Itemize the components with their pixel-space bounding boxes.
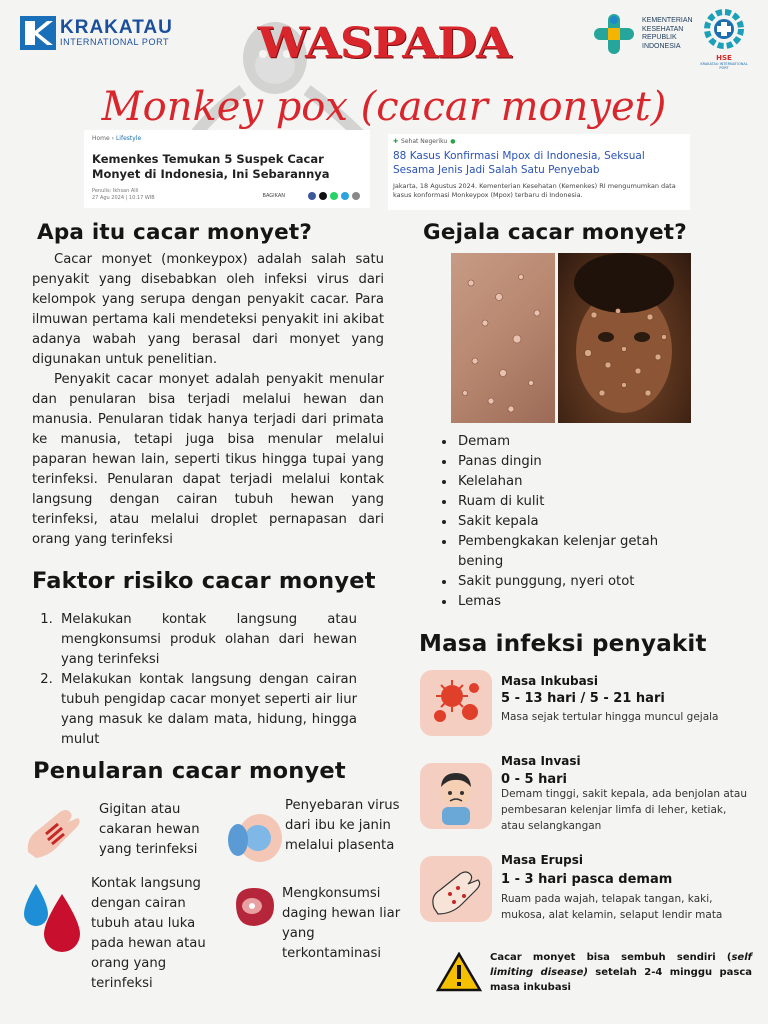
symptom-item-1: • Demam [456,432,704,452]
pregnancy-icon [224,798,284,868]
recovery-text-a: Cacar monyet bisa sembuh sendiri ( [490,952,732,963]
symptom-item-8: • Lemas [456,592,704,612]
rash-face-photo [558,253,691,423]
symptoms-photos [451,253,691,423]
risk-list [33,610,357,750]
ministry-line-2: KESEHATAN [642,25,684,33]
recovery-text-em: self limiting disease) [490,952,752,978]
stage-desc-1: Masa sejak tertular hingga muncul gejala [501,711,719,723]
risk-item-2: 2. Melakukan kontak langsung dengan cairan tubuh pengidap cacar monyet seperti air liur yang masuk ke dalam mata, hidung, hingga mulut [57,670,357,750]
symptom-item-3: • Kelelahan [456,472,704,492]
hse-gear-icon [701,6,747,52]
about-heading: Apa itu cacar monyet? [37,220,313,245]
stage-range-1: 5 - 13 hari / 5 - 21 hari [501,691,665,706]
sick-person-icon [420,763,492,829]
stage-range-2: 0 - 5 hari [501,772,567,787]
page-title: WASPADA [257,18,511,68]
whatsapp-icon[interactable] [330,192,338,200]
symptom-item-5: • Sakit kepala [456,512,704,532]
breadcrumb: Home › Lifestyle [92,135,142,142]
hse-logo [699,6,749,70]
symptoms-list [438,432,704,612]
verified-icon: ● [450,138,456,145]
x-icon[interactable] [319,192,327,200]
transmission-label-4: Mengkonsumsi daging hewan liar yang terkontaminasi [282,886,401,961]
transmission-heading: Penularan cacar monyet [33,758,346,784]
recovery-text [490,950,752,995]
hse-label: HSE [716,54,732,62]
ministry-line-3: REPUBLIK [642,34,677,41]
warning-icon [436,952,482,992]
risk-item-1: 1. Melakukan kontak langsung atau mengkonsumsi produk olahan dari hewan yang terinfeksi [57,610,357,670]
stage-desc-2: Demam tinggi, sakit kepala, ada benjolan atau pembesaran kelenjar limfa di leher, ketiak, atau selangkangan [501,788,748,832]
news-author: Penulis: Ikhsan Alli [92,188,139,194]
risk-heading: Faktor risiko cacar monyet [32,568,376,594]
news-title[interactable]: Kemenkes Temukan 5 Suspek Cacar Monyet di Indonesia, Ini Sebarannya [92,152,330,181]
source-name: Sehat Negeriku [401,138,448,145]
hse-sub: KRAKATAU INTERNATIONAL PORT [700,62,748,70]
transmission-label-2: Penyebaran virus dari ibu ke janin melalui plasenta [285,798,400,853]
infection-heading: Masa infeksi penyakit [419,631,707,657]
symptom-item-2: • Panas dingin [456,452,704,472]
link-icon[interactable] [352,192,360,200]
stage-range-3: 1 - 3 hari pasca demam [501,872,673,887]
breadcrumb-category[interactable]: Lifestyle [115,135,142,142]
about-body [32,250,384,550]
stage-desc-3: Ruam pada wajah, telapak tangan, kaki, mukosa, alat kelamin, selaput lendir mata [501,893,723,921]
about-paragraph-1: Cacar monyet (monkeypox) adalah salah satu penyakit yang disebabkan oleh infeksi virus dari kelompok yang serupa dengan penyakit cacar. Para ilmuwan pertama kali mendeteksi penyakit ini akibat adanya wabah yang berasal dari monyet yang digunakan untuk penelitian. [32,252,384,367]
news-card-detik[interactable] [84,130,370,208]
news-card-sehat-negeriku[interactable] [388,134,690,210]
symptoms-heading: Gejala cacar monyet? [423,220,687,245]
symptom-item-6: • Pembengkakan kelenjar getah bening [456,532,704,572]
news-title[interactable]: 88 Kasus Konfirmasi Mpox di Indonesia, Seksual Sesama Jenis Jadi Salah Satu Penyebab [393,150,645,176]
breadcrumb-home[interactable]: Home [92,135,110,142]
symptom-item-7: • Sakit punggung, nyeri otot [456,572,704,592]
kemenkes-mark-icon [592,12,636,56]
stage-title-3: Masa Erupsi [501,853,583,867]
stage-title-2: Masa Invasi [501,754,581,768]
recovery-text-b: setelah 2-4 minggu pasca masa inkubasi [490,967,752,993]
news-description: Jakarta, 18 Agustus 2024. Kementerian Kesehatan (Kemenkes) RI mengumumkan data kasus konformasi Monkeypox (Mpox) terbaru di Indonesia. [393,182,676,199]
transmission-label-1: Gigitan atau cakaran hewan yang terinfeksi [99,802,200,857]
stage-title-1: Masa Inkubasi [501,674,598,688]
news-date: 27 Agu 2024 | 10:17 WIB [92,195,155,201]
ministry-line-1: KEMENTERIAN [642,17,693,24]
telegram-icon[interactable] [341,192,349,200]
rash-arm-photo [451,253,555,423]
transmission-label-3: Kontak langsung dengan cairan tubuh atau luka pada hewan atau orang yang terinfeksi [91,876,206,991]
company-name: KRAKATAU [60,17,173,38]
company-subname: INTERNATIONAL PORT [60,37,170,47]
source-logo-icon: ✚ [393,138,399,145]
fluid-drops-icon [20,878,82,962]
kemenkes-logo [592,12,700,56]
page-subtitle: Monkey pox (cacar monyet) [101,84,667,130]
facebook-icon[interactable] [308,192,316,200]
meat-icon [230,884,278,934]
news-source [393,138,685,145]
virus-icon [420,670,492,736]
scratched-hand-icon [20,800,84,868]
share-bar [263,192,360,200]
share-label: BAGIKAN [262,193,285,199]
ministry-line-4: INDONESIA [642,42,681,50]
symptom-item-4: • Ruam di kulit [456,492,704,512]
rash-hand-icon [420,856,492,922]
about-paragraph-2: Penyakit cacar monyet adalah penyakit menular dan penularan bisa terjadi melalui hewan dan manusia. Penularan tidak hanya terjadi dari primata ke manusia, tetapi juga bisa menular melalui paparan hewan lain, seperti tikus hingga tupai yang terinfeksi. Penularan dapat terjadi melalui kontak langsung dengan cairan tubuh hewan yang terinfeksi, atau melalui droplet pernapasan dari orang yang terinfeksi [32,372,384,547]
